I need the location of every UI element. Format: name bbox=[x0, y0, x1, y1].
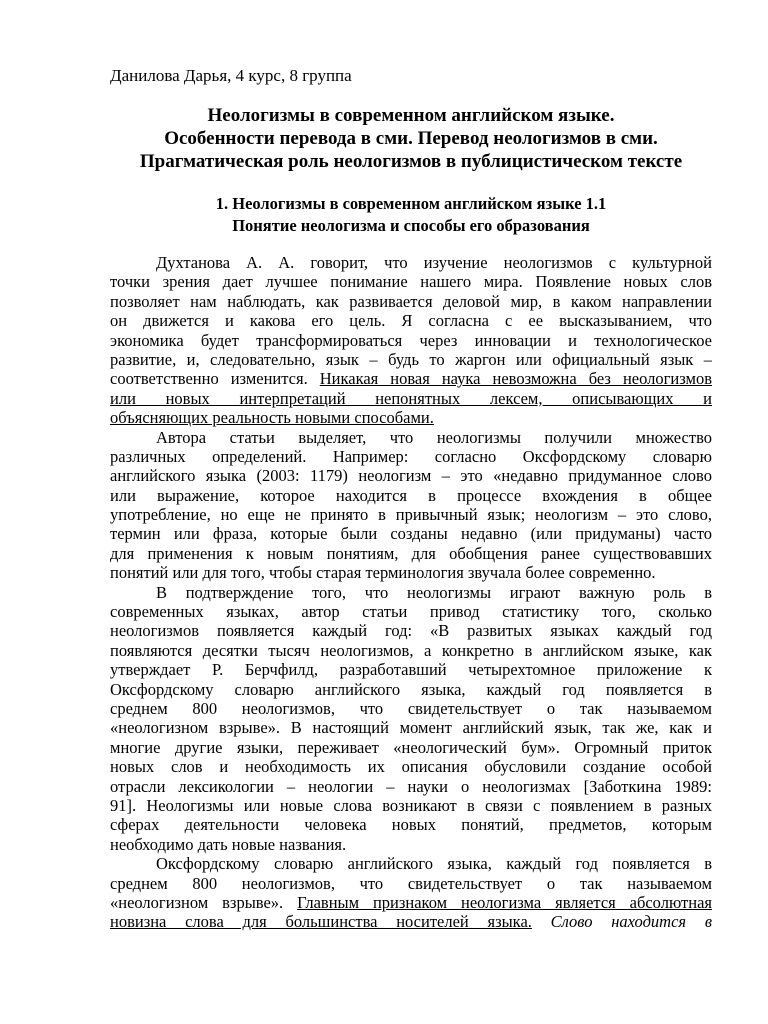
italic-text: Слово находится в bbox=[531, 912, 712, 932]
text-line: появляются десятки тысяч неологизмов, а конкретно в английском языке, как bbox=[110, 640, 712, 660]
text-line: позволяет нам наблюдать, как развивается деловой мир, в каком направлении bbox=[110, 291, 712, 311]
text-run: «неологизном взрыве». bbox=[110, 892, 298, 912]
text-line: 91]. Неологизмы или новые слова возникают в связи с появлением в разных bbox=[110, 795, 712, 815]
title-line: Особенности перевода в сми. Перевод неологизмов в сми. bbox=[164, 128, 658, 149]
text-line: он движется и какова его цель. Я согласна с ее высказыванием, что bbox=[110, 311, 712, 331]
text-line: Оксфордскому словарю английского языка, каждый год появляется в bbox=[110, 679, 712, 699]
section-heading-line: 1. Неологизмы в современном английском языке 1.1 bbox=[215, 194, 607, 213]
text-line: многие другие языки, переживает «неологический бум». Огромный приток bbox=[110, 737, 712, 757]
text-line bbox=[110, 912, 712, 931]
text-line bbox=[110, 408, 712, 427]
text-line: неологизмов появляется каждый год: «В развитых языках каждый год bbox=[110, 621, 712, 641]
text-line: В подтверждение того, что неологизмы играют важную роль в bbox=[156, 582, 712, 602]
underlined-text: новизна слова для большинства носителей языка. bbox=[110, 912, 532, 932]
text-line: Оксфордскому словарю английского языка, каждый год появляется в bbox=[156, 854, 712, 874]
text-line bbox=[110, 389, 712, 408]
text-line: английского языка (2003: 1179) неологизм – это «недавно придуманное слово bbox=[110, 466, 712, 486]
text-line bbox=[110, 369, 712, 388]
text-line: развитие, и, следовательно, язык – будь то жаргон или официальный язык – bbox=[110, 349, 712, 369]
text-run: соответственно изменится. bbox=[110, 369, 320, 389]
text-line: употребление, но еще не принято в привычный язык; неологизм – это слово, bbox=[110, 505, 712, 525]
text-line: необходимо дать новые названия. bbox=[110, 834, 347, 854]
title-line: Неологизмы в современном английском языке. bbox=[207, 105, 615, 126]
title-line: Прагматическая роль неологизмов в публицистическом тексте bbox=[139, 151, 683, 172]
page-title bbox=[110, 104, 712, 173]
text-line: или выражение, которое находится в процессе вхождения в общее bbox=[110, 485, 712, 505]
text-line: для применения к новым понятиям, для обобщения ранее существовавших bbox=[110, 543, 712, 563]
text-line: различных определений. Например: согласно Оксфордскому словарю bbox=[110, 446, 712, 466]
text-line: «неологизном взрыве». В настоящий момент английский язык, так же, как и bbox=[110, 718, 712, 738]
text-line bbox=[110, 893, 712, 912]
text-line: отрасли лексикологии – неологии – науки о неологизмах [Заботкина 1989: bbox=[110, 776, 712, 796]
text-line: Автора статьи выделяет, что неологизмы получили множество bbox=[156, 427, 712, 447]
section-heading-line: Понятие неологизма и способы его образования bbox=[232, 216, 590, 235]
text-line: новых слов и необходимость их описания обусловили создание особой bbox=[110, 757, 712, 777]
text-line: понятий или для того, чтобы старая терминология звучала более современно. bbox=[110, 563, 656, 583]
underlined-text: или новых интерпретаций непонятных лексем, описывающих и bbox=[110, 388, 712, 408]
text-line: точки зрения дает лучшее понимание нашего мира. Появление новых слов bbox=[110, 272, 712, 292]
underlined-text: Главным признаком неологизма является абсолютная bbox=[297, 892, 712, 912]
section-heading bbox=[110, 193, 712, 237]
text-line: среднем 800 неологизмов, что свидетельствует о так называемом bbox=[110, 698, 712, 718]
text-line: среднем 800 неологизмов, что свидетельствует о так называемом bbox=[110, 873, 712, 893]
text-line: термин или фраза, которые были созданы недавно (или придуманы) часто bbox=[110, 524, 712, 544]
underlined-text: Никакая новая наука невозможна без неологизмов bbox=[319, 369, 712, 389]
author-line: Данилова Дарья, 4 курс, 8 группа bbox=[110, 66, 352, 85]
body-text bbox=[110, 253, 712, 932]
text-line: утверждает Р. Берчфилд, разработавший четырехтомное приложение к bbox=[110, 660, 712, 680]
underlined-text: объясняющих реальность новыми способами. bbox=[110, 408, 434, 428]
text-line: экономика будет трансформироваться через инновации и технологическое bbox=[110, 330, 712, 350]
text-line: Духтанова А. А. говорит, что изучение неологизмов с культурной bbox=[156, 253, 712, 272]
text-line: современных языках, автор статьи привод статистику того, сколько bbox=[110, 602, 712, 622]
text-line: сферах деятельности человека новых понятий, предметов, которым bbox=[110, 815, 712, 835]
